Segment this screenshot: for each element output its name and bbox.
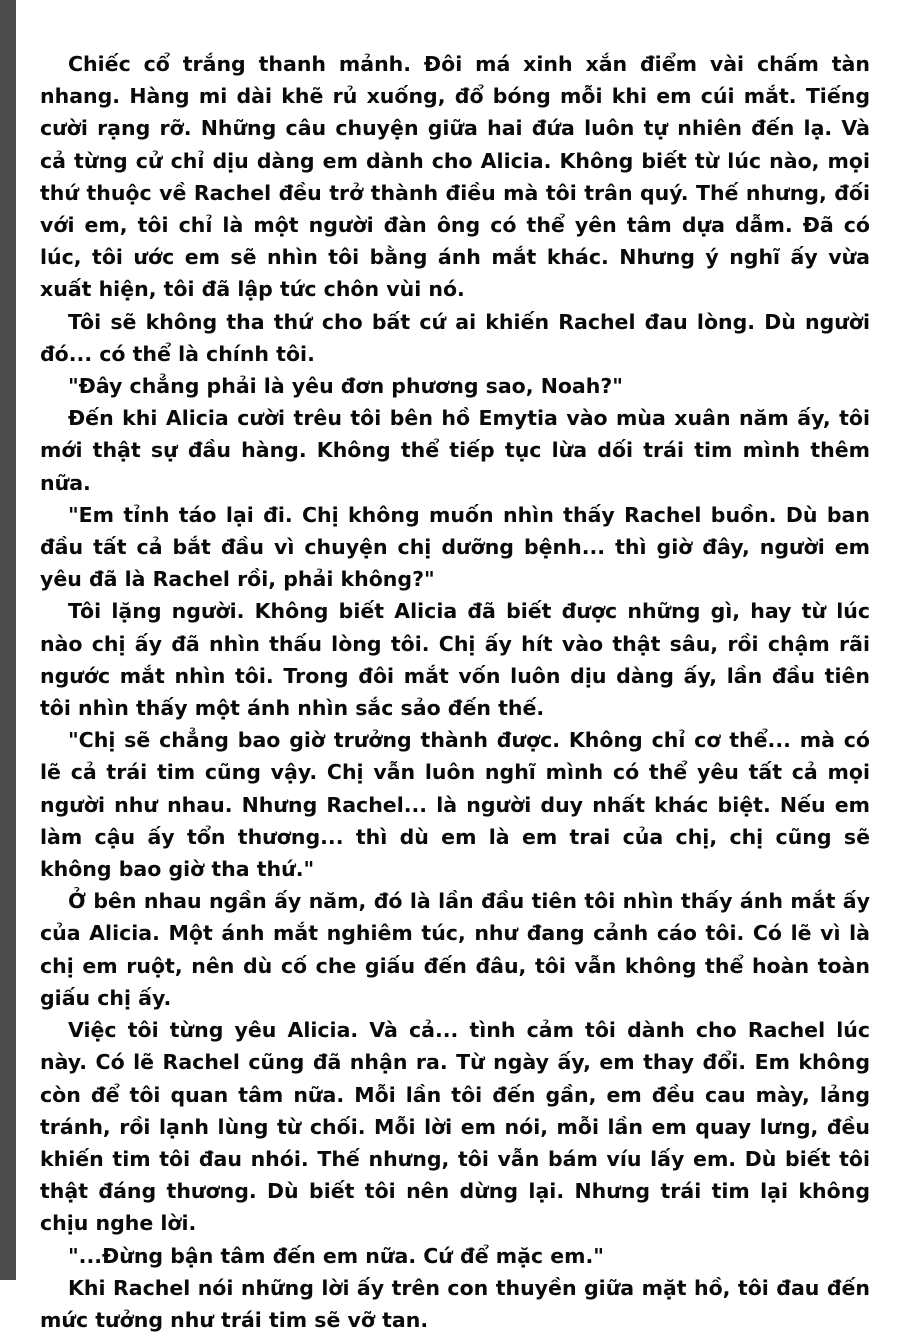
paragraph-5: "Em tỉnh táo lại đi. Chị không muốn nhìn thấy Rachel buồn. Dù ban đầu tất cả bắt đầu vì chuyện chị dưỡng bệnh... thì giờ đây, người em yêu đã là Rachel rồi, phải không?" <box>40 502 870 592</box>
paragraph-4: Đến khi Alicia cười trêu tôi bên hồ Emytia vào mùa xuân năm ấy, tôi mới thật sự đầu hàng. Không thể tiếp tục lừa dối trái tim mình thêm nữa. <box>40 406 870 495</box>
paragraph-8: Ở bên nhau ngần ấy năm, đó là lần đầu tiên tôi nhìn thấy ánh mắt ấy của Alicia. Một ánh mắt nghiêm túc, như đang cảnh cáo tôi. Có lẽ vì là chị em ruột, nên dù cố che giấu đến đâu, tôi vẫn không thể hoàn toàn giấu chị ấy. <box>40 889 870 1010</box>
paragraph-9: Việc tôi từng yêu Alicia. Và cả... tình cảm tôi dành cho Rachel lúc này. Có lẽ Rachel cũng đã nhận ra. Từ ngày ấy, em thay đổi. Em không còn để tôi quan tâm nữa. Mỗi lần tôi đến gần, em đều cau mày, lảng tránh, rồi lạnh lùng từ chối. Mỗi lời em nói, mỗi lần em quay lưng, đều khiến tim tôi đau nhói. Thế nhưng, tôi vẫn bám víu lấy em. Dù biết tôi thật đáng thương. Dù biết tôi nên dừng lại. Nhưng trái tim lại không chịu nghe lời. <box>40 1018 870 1236</box>
page-edge-bar <box>0 0 16 1280</box>
paragraph-3: "Đây chẳng phải là yêu đơn phương sao, Noah?" <box>68 374 623 399</box>
paragraph-7: "Chị sẽ chẳng bao giờ trưởng thành được. Không chỉ cơ thể... mà có lẽ cả trái tim cũng vậy. Chị vẫn luôn nghĩ mình có thể yêu tất cả mọi người như nhau. Nhưng Rachel... là người duy nhất khác biệt. Nếu em làm cậu ấy tổn thương... thì dù em là em trai của chị, chị cũng sẽ không bao giờ tha thứ." <box>40 728 870 882</box>
text-page <box>40 48 870 1332</box>
paragraph-1: Chiếc cổ trắng thanh mảnh. Đôi má xinh xắn điểm vài chấm tàn nhang. Hàng mi dài khẽ rủ xuống, đổ bóng mỗi khi em cúi mắt. Tiếng cười rạng rỡ. Những câu chuyện giữa hai đứa luôn tự nhiên đến lạ. Và cả từng cử chỉ dịu dàng em dành cho Alicia. Không biết từ lúc nào, mọi thứ thuộc về Rachel đều trở thành điều mà tôi trân quý. Thế nhưng, đối với em, tôi chỉ là một người đàn ông có thể yên tâm dựa dẫm. Đã có lúc, tôi ước em sẽ nhìn tôi bằng ánh mắt khác. Nhưng ý nghĩ ấy vừa xuất hiện, tôi đã lập tức chôn vùi nó. <box>40 52 870 302</box>
paragraph-11: Khi Rachel nói những lời ấy trên con thuyền giữa mặt hồ, tôi đau đến mức tưởng như trái tim sẽ vỡ tan. <box>40 1275 870 1332</box>
paragraph-2: Tôi sẽ không tha thứ cho bất cứ ai khiến Rachel đau lòng. Dù người đó... có thể là chính tôi. <box>40 309 870 366</box>
paragraph-10: "...Đừng bận tâm đến em nữa. Cứ để mặc em." <box>68 1243 604 1268</box>
paragraph-6: Tôi lặng người. Không biết Alicia đã biết được những gì, hay từ lúc nào chị ấy đã nhìn thấu lòng tôi. Chị ấy hít vào thật sâu, rồi chậm rãi ngước mắt nhìn tôi. Trong đôi mắt vốn luôn dịu dàng ấy, lần đầu tiên tôi nhìn thấy một ánh nhìn sắc sảo đến thế. <box>40 599 870 721</box>
